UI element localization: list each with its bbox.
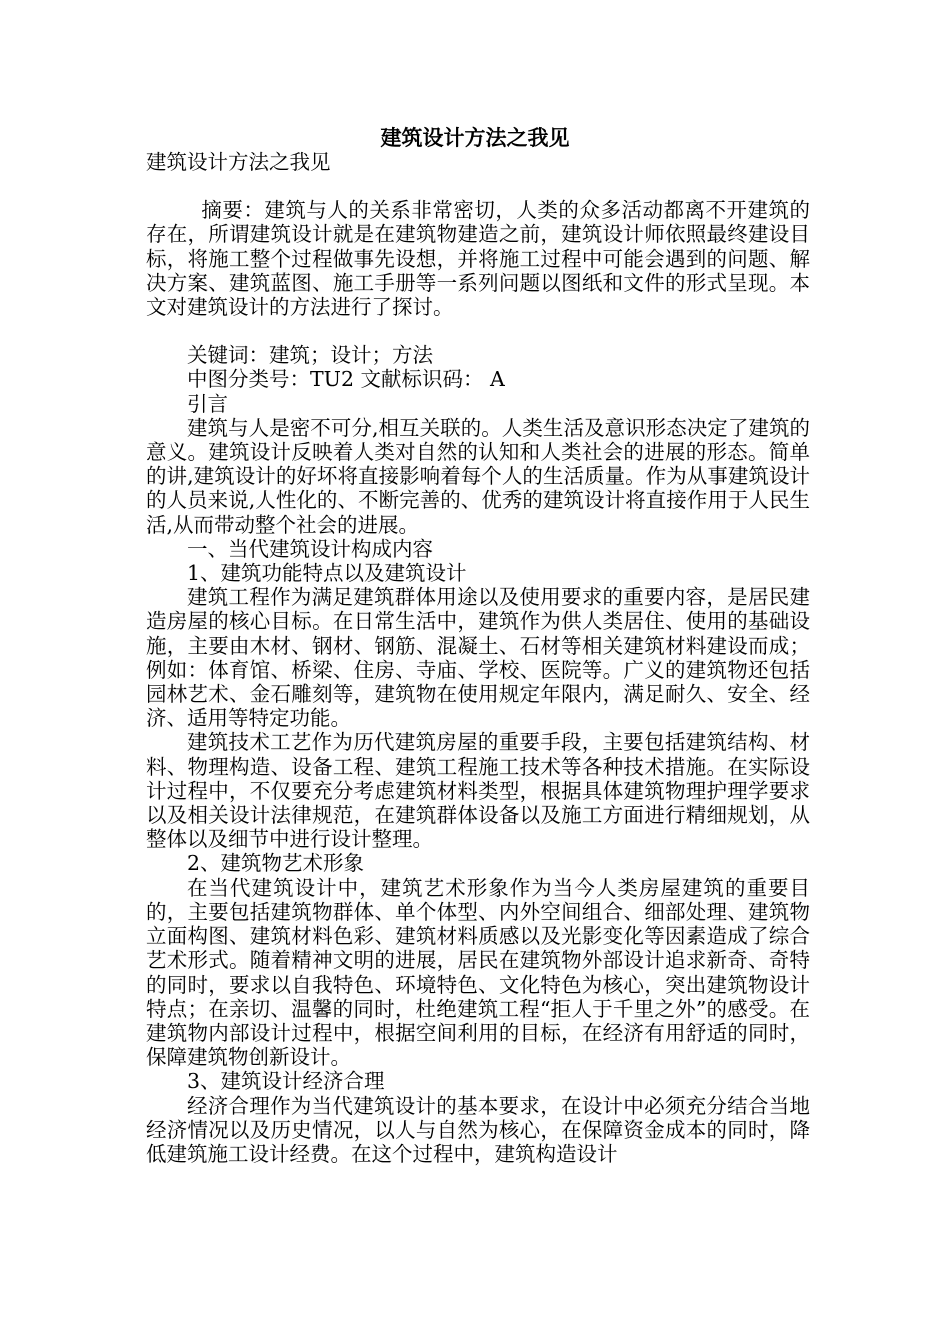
abstract-paragraph: 摘要：建筑与人的关系非常密切，人类的众多活动都离不开建筑的存在，所谓建筑设计就是在建筑物建造之前，建筑设计师依照最终建设目标，将施工整个过程做事先设想，并将施工过程中可能会遇到的问题、解决方案、建筑蓝图、施工手册等一系列问题以图纸和文件的形式呈现。本文对建筑设计的方法进行了探讨。 [146,198,810,320]
document-subtitle: 建筑设计方法之我见 [146,150,331,174]
intro-heading: 引言 [187,391,228,416]
keywords-line: 关键词：建筑；设计；方法 [187,343,433,368]
classification-line: 中图分类号：TU2 文献标识码： A [187,367,505,392]
document-body [146,150,810,1166]
subsection-2-heading: 2、建筑物艺术形象 [187,851,365,876]
document-title: 建筑设计方法之我见 [380,125,570,150]
subsection-1-heading: 1、建筑功能特点以及建筑设计 [187,561,467,586]
subsection-1-paragraph-2: 建筑技术工艺作为历代建筑房屋的重要手段，主要包括建筑结构、材料、物理构造、设备工程、建筑工程施工技术等各种技术措施。在实际设计过程中，不仅要充分考虑建筑材料类型，根据具体建筑物理护理学要求以及相关设计法律规范，在建筑群体设备以及施工方面进行精细规划，从整体以及细节中进行设计整理。 [146,730,810,852]
spacer [146,174,810,198]
subsection-1-paragraph-1: 建筑工程作为满足建筑群体用途以及使用要求的重要内容，是居民建造房屋的核心目标。在日常生活中，建筑作为供人类居住、使用的基础设施，主要由木材、钢材、钢筋、混凝土、石材等相关建筑材料建设而成；例如：体育馆、桥梁、住房、寺庙、学校、医院等。广义的建筑物还包括园林艺术、金石雕刻等，建筑物在使用规定年限内，满足耐久、安全、经济、适用等特定功能。 [146,585,810,731]
intro-paragraph: 建筑与人是密不可分,相互关联的。人类生活及意识形态决定了建筑的意义。建筑设计反映着人类对自然的认知和人类社会的进展的形态。简单的讲,建筑设计的好坏将直接影响着每个人的生活质量。作为从事建筑设计的人员来说,人性化的、不断完善的、优秀的建筑设计将直接作用于人民生活,从而带动整个社会的进展。 [146,415,810,537]
subsection-3-paragraph-1: 经济合理作为当代建筑设计的基本要求，在设计中必须充分结合当地经济情况以及历史情况，以人与自然为核心，在保障资金成本的同时，降低建筑施工设计经费。在这个过程中，建筑构造设计 [146,1093,810,1166]
subsection-3-heading: 3、建筑设计经济合理 [187,1069,385,1094]
spacer [146,319,810,343]
section-1-heading: 一、当代建筑设计构成内容 [187,536,433,561]
subsection-2-paragraph-1: 在当代建筑设计中，建筑艺术形象作为当今人类房屋建筑的重要目的，主要包括建筑物群体、单个体型、内外空间组合、细部处理、建筑物立面构图、建筑材料色彩、建筑材料质感以及光影变化等因素造成了综合艺术形式。随着精神文明的进展，居民在建筑物外部设计追求新奇、奇特的同时，要求以自我特色、环境特色、文化特色为核心，突出建筑物设计特点；在亲切、温馨的同时，杜绝建筑工程“拒人于千里之外”的感受。在建筑物内部设计过程中，根据空间利用的目标，在经济有用舒适的同时，保障建筑物创新设计。 [146,875,810,1070]
